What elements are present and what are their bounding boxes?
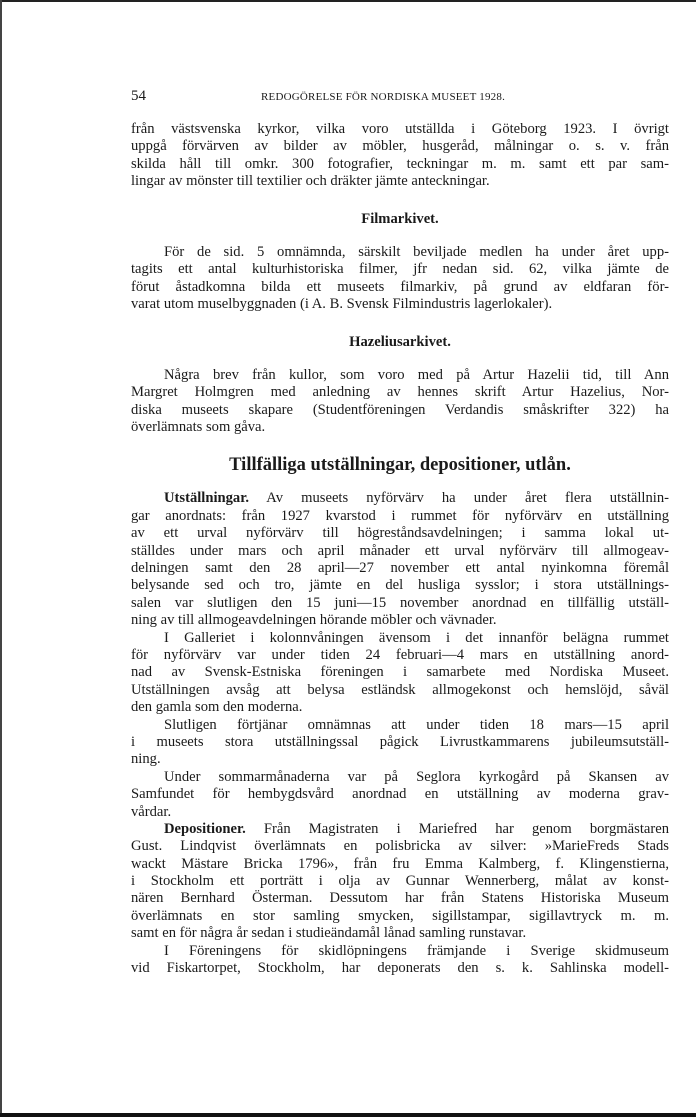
body-line: förut åstadkomna bilda ett museets filmarkiv, på grund av eldfaran för- <box>131 278 669 295</box>
body-line: Margret Holmgren med anledning av hennes skrift Artur Hazelius, Nor- <box>131 384 669 401</box>
left-edge-rule <box>0 0 2 1117</box>
chapter-heading: Tillfälliga utställningar, depositioner, utlån. <box>229 455 571 476</box>
body-line: lingar av mönster till textilier och dräkter jämte anteckningar. <box>131 173 490 190</box>
page-header <box>131 88 669 108</box>
bottom-rule <box>0 1113 696 1117</box>
body-line: i Stockholm ett porträtt i olja av Gunnar Wennerberg, målat av konst- <box>131 873 669 890</box>
body-line: belysande sed och tro, jämte en del husliga sysslor; i stora utställnings- <box>131 577 669 594</box>
body-line: nären Bernhard Österman. Dessutom har från Statens Historiska Museum <box>131 890 669 907</box>
body-line: vårdar. <box>131 803 172 820</box>
body-line: samt en för några år sedan i studieändamål lånad samling runstavar. <box>131 925 527 942</box>
page-number: 54 <box>131 88 146 104</box>
body-line: skilda håll till omkr. 300 fotografier, teckningar m. m. samt ett par sam- <box>131 155 669 172</box>
body-line: uppgå förvärven av bilder av möbler, husgeråd, målningar o. s. v. från <box>131 138 669 155</box>
section-heading-hazeliusarkivet: Hazeliusarkivet. <box>349 333 451 350</box>
body-line: för nyförvärv var under tiden 24 februari—4 mars en utställning anord- <box>131 646 669 663</box>
body-line: Slutligen förtjänar omnämnas att under tiden 18 mars—15 april <box>164 716 669 733</box>
body-line: salen var slutligen den 15 juni—15 november anordnad en tillfällig utställ- <box>131 594 669 611</box>
body-line: wackt Mästare Bricka 1796», från fru Emma Kalmberg, f. Klingenstierna, <box>131 855 669 872</box>
body-line: diska museets skapare (Studentföreningen Verdandis småskrifter 322) ha <box>131 401 669 418</box>
body-line: Utställningen avsåg att belysa estländsk allmogekonst och hemslöjd, såväl <box>131 681 669 698</box>
body-line: Under sommarmånaderna var på Seglora kyrkogård på Skansen av <box>164 768 669 785</box>
body-line: ning av till allmogeavdelningen hörande möbler och vävnader. <box>131 612 497 629</box>
body-line: överlämnats en stor samling smycken, sigillstampar, sigillavtryck m. m. <box>131 907 669 924</box>
body-line: ning. <box>131 751 161 768</box>
body-line: i museets stora utställningssal pågick Livrustkammarens jubileumsutställ- <box>131 733 669 750</box>
body-line: För de sid. 5 omnämnda, särskilt beviljade medlen ha under året upp- <box>164 243 669 260</box>
body-line: Samfundet för hembygdsvård anordnad en utställning av moderna grav- <box>131 786 669 803</box>
body-line: nad av Svensk-Estniska föreningen i samarbete med Nordiska Museet. <box>131 664 669 681</box>
body-line: överlämnats som gåva. <box>131 419 266 436</box>
body-line: tagits ett antal kulturhistoriska filmer, jfr nedan sid. 62, vilka jämte de <box>131 261 669 278</box>
body-line: varat utom muselbyggnaden (i A. B. Svensk Filmindustris lagerlokaler). <box>131 296 553 313</box>
body-line: Gust. Lindqvist överlämnats en polisbricka av silver: »MarieFreds Stads <box>131 838 669 855</box>
running-title: REDOGÖRELSE FÖR NORDISKA MUSEET 1928. <box>261 91 506 103</box>
line-text: Av museets nyförvärv ha under året flera utställnin- <box>266 490 669 507</box>
body-line: delningen samt den 28 april—27 november ett antal nyinkomna föremål <box>131 560 669 577</box>
body-line: I Föreningens för skidlöpningens främjande i Sverige skidmuseum <box>164 942 669 959</box>
body-line <box>131 821 669 838</box>
top-rule <box>0 0 696 2</box>
section-heading-filmarkivet: Filmarkivet. <box>361 210 439 227</box>
run-in-heading-depositioner: Depositioner. <box>164 820 246 837</box>
body-line: av ett urval nyförvärv till högreståndsavdelningen; i samma lokal ut- <box>131 525 669 542</box>
body-line <box>131 490 669 507</box>
body-line: gar anordnats: från 1927 kvarstod i rummet för nyförvärv en utställning <box>131 507 669 524</box>
run-in-heading-utstallningar: Utställningar. <box>164 490 250 507</box>
line-text: Från Magistraten i Mariefred har genom borgmästaren <box>263 820 669 837</box>
body-line: ställdes under mars och april månader ett urval nyförvärv till allmogeav- <box>131 542 669 559</box>
body-line: vid Fiskartorpet, Stockholm, har deponerats den s. k. Sahlinska modell- <box>131 960 669 977</box>
body-line: från västsvenska kyrkor, vilka voro utställda i Göteborg 1923. I övrigt <box>131 121 669 137</box>
body-line: I Galleriet i kolonnvåningen ävensom i det innanför belägna rummet <box>164 629 669 646</box>
page-content <box>131 121 669 977</box>
body-line: Några brev från kullor, som voro med på Artur Hazelii tid, till Ann <box>164 366 669 383</box>
body-line: den gamla som den moderna. <box>131 699 303 716</box>
